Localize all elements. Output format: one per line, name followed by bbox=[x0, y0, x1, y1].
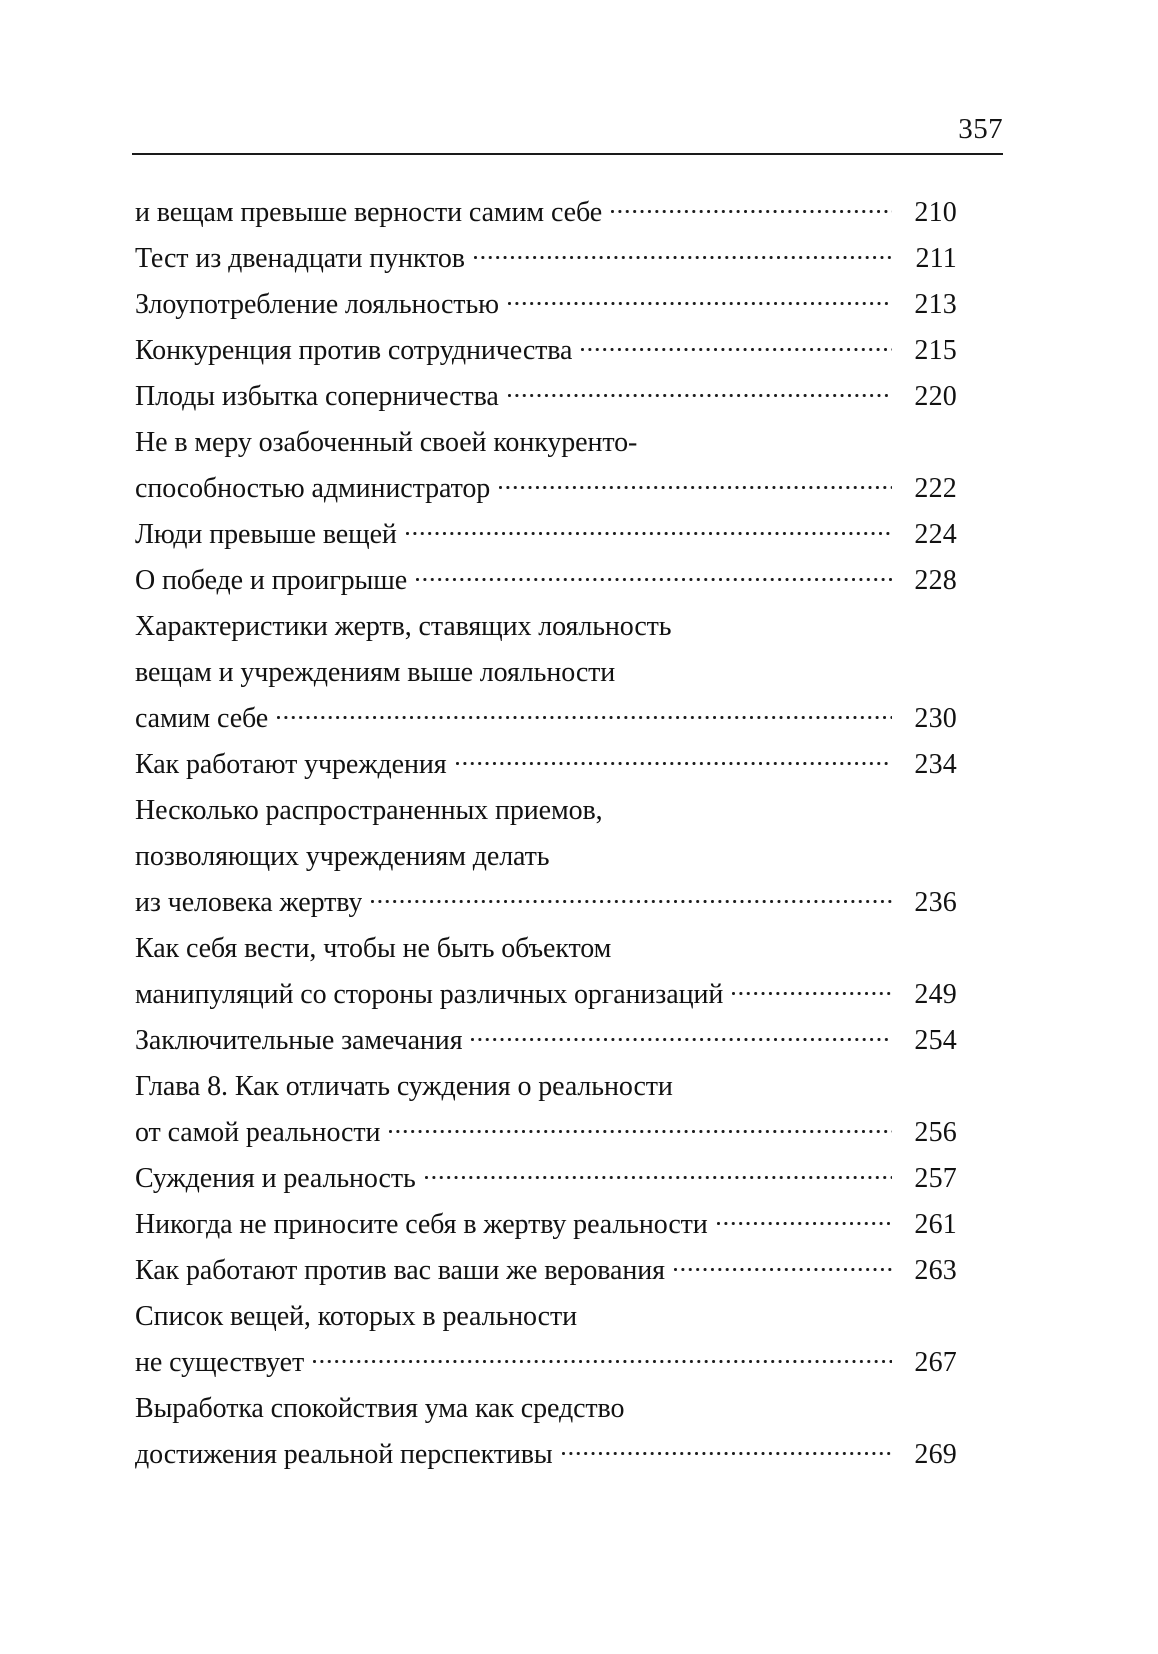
toc-entry-page-number: 254 bbox=[914, 1025, 957, 1056]
running-header bbox=[132, 112, 1003, 155]
toc-entry[interactable] bbox=[135, 328, 957, 374]
toc-entry-title: вещам и учреждениям выше лояльности bbox=[135, 657, 616, 688]
toc-entry-title: из человека жертву bbox=[135, 887, 363, 918]
toc-entry[interactable] bbox=[135, 1386, 957, 1478]
toc-entry-wrapped-line bbox=[135, 788, 957, 834]
toc-entry[interactable] bbox=[135, 1294, 957, 1386]
dot-leader bbox=[611, 193, 892, 221]
toc-entry[interactable] bbox=[135, 742, 957, 788]
toc-entry-wrapped-line bbox=[135, 1386, 957, 1432]
toc-entry-wrapped-line bbox=[135, 1294, 957, 1340]
toc-entry[interactable] bbox=[135, 282, 957, 328]
toc-entry-final-line bbox=[135, 236, 957, 282]
toc-entry-page-number: 220 bbox=[914, 381, 957, 412]
toc-entry-final-line bbox=[135, 1432, 957, 1478]
toc-entry-title: Характеристики жертв, ставящих лояльность bbox=[135, 611, 672, 642]
toc-entry-final-line bbox=[135, 558, 957, 604]
toc-entry[interactable] bbox=[135, 420, 957, 512]
dot-leader bbox=[581, 331, 892, 359]
dot-leader bbox=[277, 699, 892, 727]
toc-entry-final-line bbox=[135, 1156, 957, 1202]
toc-entry-final-line bbox=[135, 880, 957, 926]
toc-entry-title: Конкуренция против сотрудничества bbox=[135, 335, 573, 366]
toc-entry-title: способностью администратор bbox=[135, 473, 491, 504]
toc-entry-page-number: 261 bbox=[914, 1209, 957, 1240]
toc-entry-title: Не в меру озабоченный своей конкуренто- bbox=[135, 427, 638, 458]
toc-entry-title: манипуляций со стороны различных организаций bbox=[135, 979, 724, 1010]
dot-leader bbox=[674, 1251, 892, 1279]
toc-entry-title: Как работают против вас ваши же верования bbox=[135, 1255, 665, 1286]
toc-entry-wrapped-line bbox=[135, 926, 957, 972]
page-folio-number: 357 bbox=[958, 113, 1003, 145]
dot-leader bbox=[425, 1159, 892, 1187]
toc-entry-title: Суждения и реальность bbox=[135, 1163, 416, 1194]
dot-leader bbox=[499, 469, 892, 497]
toc-entry-title: Заключительные замечания bbox=[135, 1025, 463, 1056]
toc-entry-final-line bbox=[135, 1018, 957, 1064]
toc-entry-title: Никогда не приносите себя в жертву реальности bbox=[135, 1209, 708, 1240]
table-of-contents-list bbox=[135, 190, 957, 1478]
toc-entry-page-number: 257 bbox=[914, 1163, 957, 1194]
toc-entry-page-number: 222 bbox=[914, 473, 957, 504]
toc-entry[interactable] bbox=[135, 558, 957, 604]
toc-entry-title: Несколько распространенных приемов, bbox=[135, 795, 603, 826]
dot-leader bbox=[406, 515, 892, 543]
toc-entry-title: Список вещей, которых в реальности bbox=[135, 1301, 577, 1332]
toc-entry[interactable] bbox=[135, 374, 957, 420]
toc-entry-title: Злоупотребление лояльностью bbox=[135, 289, 499, 320]
toc-entry-title: Как работают учреждения bbox=[135, 749, 447, 780]
toc-entry-wrapped-line bbox=[135, 650, 957, 696]
toc-entry-final-line bbox=[135, 1110, 957, 1156]
toc-entry-final-line bbox=[135, 374, 957, 420]
toc-entry-title: не существует bbox=[135, 1347, 305, 1378]
toc-entry-title: и вещам превыше верности самим себе bbox=[135, 197, 603, 228]
toc-entry-page-number: 249 bbox=[914, 979, 957, 1010]
toc-entry-wrapped-line bbox=[135, 834, 957, 880]
toc-entry-title: Как себя вести, чтобы не быть объектом bbox=[135, 933, 612, 964]
toc-entry-page-number: 267 bbox=[914, 1347, 957, 1378]
toc-entry-page-number: 230 bbox=[914, 703, 957, 734]
toc-entry[interactable] bbox=[135, 1202, 957, 1248]
toc-entry-final-line bbox=[135, 282, 957, 328]
dot-leader bbox=[313, 1343, 892, 1371]
toc-entry-final-line bbox=[135, 972, 957, 1018]
toc-entry-title: О победе и проигрыше bbox=[135, 565, 408, 596]
toc-entry-final-line bbox=[135, 1248, 957, 1294]
toc-entry[interactable] bbox=[135, 512, 957, 558]
toc-entry[interactable] bbox=[135, 1018, 957, 1064]
toc-entry-final-line bbox=[135, 1340, 957, 1386]
toc-entry-title: Плоды избытка соперничества bbox=[135, 381, 499, 412]
toc-entry[interactable] bbox=[135, 926, 957, 1018]
toc-entry[interactable] bbox=[135, 1156, 957, 1202]
toc-entry-final-line bbox=[135, 696, 957, 742]
dot-leader bbox=[456, 745, 892, 773]
toc-entry[interactable] bbox=[135, 1248, 957, 1294]
toc-entry-title: Люди превыше вещей bbox=[135, 519, 397, 550]
toc-entry-page-number: 263 bbox=[914, 1255, 957, 1286]
toc-entry[interactable] bbox=[135, 1064, 957, 1156]
toc-entry-wrapped-line bbox=[135, 1064, 957, 1110]
toc-entry-page-number: 234 bbox=[914, 749, 957, 780]
toc-entry-page-number: 256 bbox=[914, 1117, 957, 1148]
toc-entry-title: самим себе bbox=[135, 703, 269, 734]
toc-entry-wrapped-line bbox=[135, 604, 957, 650]
toc-entry-final-line bbox=[135, 466, 957, 512]
toc-entry-page-number: 224 bbox=[914, 519, 957, 550]
dot-leader bbox=[562, 1435, 892, 1463]
toc-entry[interactable] bbox=[135, 236, 957, 282]
toc-entry-page-number: 211 bbox=[915, 243, 957, 274]
toc-entry-title: Выработка спокойствия ума как средство bbox=[135, 1393, 625, 1424]
toc-entry-final-line bbox=[135, 328, 957, 374]
toc-entry-page-number: 228 bbox=[914, 565, 957, 596]
toc-entry[interactable] bbox=[135, 788, 957, 926]
toc-entry-final-line bbox=[135, 512, 957, 558]
dot-leader bbox=[474, 239, 892, 267]
header-divider-rule bbox=[132, 153, 1003, 155]
dot-leader bbox=[416, 561, 892, 589]
toc-entry-page-number: 213 bbox=[914, 289, 957, 320]
toc-entry-title: Тест из двенадцати пунктов bbox=[135, 243, 465, 274]
dot-leader bbox=[717, 1205, 892, 1233]
toc-entry-final-line bbox=[135, 190, 957, 236]
dot-leader bbox=[471, 1021, 892, 1049]
toc-entry-page-number: 210 bbox=[914, 197, 957, 228]
toc-entry-final-line bbox=[135, 1202, 957, 1248]
toc-entry[interactable] bbox=[135, 604, 957, 742]
dot-leader bbox=[508, 377, 892, 405]
toc-entry-page-number: 236 bbox=[914, 887, 957, 918]
toc-entry-page-number: 269 bbox=[914, 1439, 957, 1470]
toc-entry-title: позволяющих учреждениям делать bbox=[135, 841, 550, 872]
dot-leader bbox=[732, 975, 892, 1003]
dot-leader bbox=[508, 285, 892, 313]
toc-entry-page-number: 215 bbox=[914, 335, 957, 366]
toc-entry-wrapped-line bbox=[135, 420, 957, 466]
toc-entry-title: достижения реальной перспективы bbox=[135, 1439, 553, 1470]
toc-entry-title: Глава 8. Как отличать суждения о реальности bbox=[135, 1071, 673, 1102]
toc-entry-title: от самой реальности bbox=[135, 1117, 381, 1148]
toc-entry[interactable] bbox=[135, 190, 957, 236]
toc-entry-final-line bbox=[135, 742, 957, 788]
dot-leader bbox=[389, 1113, 892, 1141]
dot-leader bbox=[371, 883, 892, 911]
